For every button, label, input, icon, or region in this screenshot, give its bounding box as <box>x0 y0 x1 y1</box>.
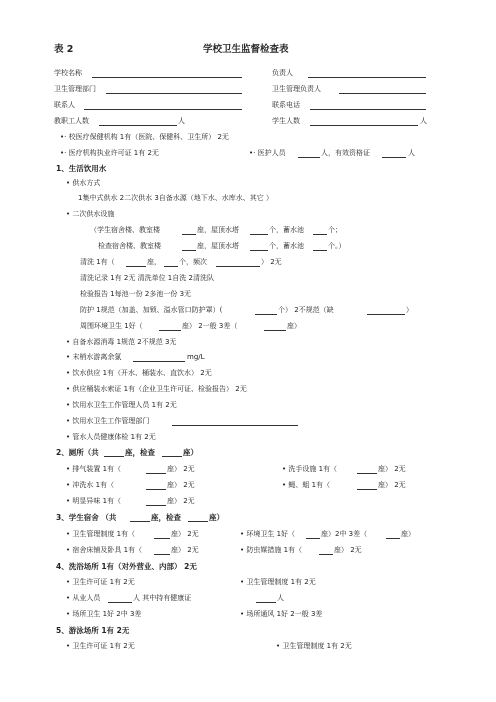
bath-license-row: • 卫生许可证 1有 2无 <box>66 578 135 587</box>
water-management-staff-row: • 饮用水卫生工作管理人员 1有 2无 <box>66 401 177 410</box>
table-number: 表 2 <box>54 44 74 55</box>
medical-staff-cert-label: 人，有效资格证 <box>321 149 370 157</box>
water-supply-options: 1集中式供水 2二次供水 3自备水源（地下水、水库水、其它 ） <box>78 194 274 202</box>
toilet-inspected-label: 座，检查 <box>125 448 155 457</box>
bath-health-cert-label: 人 其中持有健康证 <box>133 594 192 602</box>
water-disinfection-row: • 自备水源消毒 1规范 2不规范 3无 <box>66 338 176 347</box>
bottled-water-cert-row: • 供应桶装水索证 1有（企业卫生许可证、检验报告） 2无 <box>66 385 247 394</box>
secondary-supply-facility: • 二次供水设施 <box>66 210 114 219</box>
water-management-dept-field[interactable] <box>172 425 298 426</box>
dorm-pest-label: • 防虫媒措施 1有（ <box>240 546 302 555</box>
staff-count-unit: 人 <box>178 117 185 125</box>
inspected-tank-label: 座，屋顶水塔 <box>197 242 239 250</box>
cleaning-frequency-field[interactable] <box>216 266 260 267</box>
facility-pool-field[interactable] <box>313 234 327 235</box>
cleaning-units-field[interactable] <box>164 266 178 267</box>
facility-end: 个； <box>328 226 342 234</box>
residual-chlorine-field[interactable] <box>133 361 185 362</box>
environment-end: 座） <box>287 322 301 330</box>
cleaning-label: 清洗 1有（ <box>80 258 115 266</box>
protection-end: ） <box>406 306 413 314</box>
health-dept-head-field[interactable] <box>339 93 426 94</box>
health-dept-label: 卫生管理部门 <box>54 85 96 93</box>
handwash-field[interactable] <box>357 473 377 474</box>
pool-license-row: • 卫生许可证 1有 2无 <box>66 642 135 651</box>
medical-staff-label: •· 医护人员 <box>249 149 286 157</box>
dorm-rules-field[interactable] <box>154 538 170 539</box>
staff-count-field[interactable] <box>99 125 177 126</box>
residual-chlorine-unit: mg/L <box>187 353 205 361</box>
toilet-end: 座） <box>183 448 198 457</box>
protection-count-field[interactable] <box>255 314 277 315</box>
bath-ventilation-row: • 场所通风 1好 2一般 3差 <box>240 610 322 619</box>
principal-label: 负责人 <box>272 69 293 77</box>
bath-hygiene-row: • 场所卫生 1好 2中 3差 <box>66 610 141 619</box>
facility-tank-label: 座，屋顶水塔 <box>197 226 239 234</box>
dorm-env-mid: 座）2中 3差（ <box>321 530 368 538</box>
dorm-bedding-label: • 宿舍床铺及卧具 1有（ <box>66 546 142 555</box>
inspected-pool-field[interactable] <box>313 250 327 251</box>
facility-pool-label: 个，蓄水池 <box>269 226 304 234</box>
bath-health-cert-field[interactable] <box>256 602 276 603</box>
flush-water-label: • 冲洗水 1有（ <box>66 481 114 490</box>
water-management-dept-label: • 饮用水卫生工作管理部门 <box>66 417 149 426</box>
inspected-end: 个。） <box>328 242 346 250</box>
dorm-inspected-field[interactable] <box>188 521 208 522</box>
section-drinking-water: 1、生活饮用水 <box>56 164 107 173</box>
dorm-rules-label: • 卫生管理制度 1有（ <box>66 530 135 539</box>
residual-chlorine-label: • 末梢水游离余氯 <box>66 353 121 362</box>
water-supply-mode: • 供水方式 <box>66 179 100 188</box>
principal-field[interactable] <box>308 77 426 78</box>
inspected-building-field[interactable] <box>182 250 196 251</box>
dorm-env-poor-field[interactable] <box>386 538 400 539</box>
section-toilet-label: 2、厕所（共 <box>56 448 99 457</box>
environment-label: 周围环境卫生 1好（ <box>80 322 143 330</box>
contact-phone-field[interactable] <box>310 109 426 110</box>
toilet-inspected-field[interactable] <box>162 456 182 457</box>
dorm-env-label: • 环境卫生 1好（ <box>240 530 295 539</box>
dorm-total-field[interactable] <box>130 521 150 522</box>
student-count-unit: 人 <box>420 117 427 125</box>
dorm-env-end: 座） <box>401 530 415 538</box>
dorm-env-good-field[interactable] <box>306 538 320 539</box>
facility-count-label: （学生宿舍楼、教室楼 <box>90 226 160 234</box>
student-count-label: 学生人数 <box>272 117 300 125</box>
bath-staff-label: • 从业人员 <box>66 594 100 603</box>
protection-missing-field[interactable] <box>367 314 405 315</box>
dorm-end: 座） <box>209 513 224 522</box>
dorm-inspected-label: 座，检查 <box>151 513 181 522</box>
facility-tank-field[interactable] <box>250 234 268 235</box>
medical-license-row: •· 医疗机构执业许可证 1有 2无 <box>60 149 159 157</box>
dorm-bedding-field[interactable] <box>154 554 170 555</box>
exhaust-label: • 排气装置 1有（ <box>66 465 121 474</box>
odor-label: • 明显异味 1有（ <box>66 497 121 506</box>
medical-institution-row: •· 校医疗保健机构 1有（医院、保健科、卫生所） 2无 <box>60 133 229 141</box>
school-name-field[interactable] <box>92 77 242 78</box>
page-title: 学校卫生监督检查表 <box>203 44 289 55</box>
bath-staff-field[interactable] <box>108 602 132 603</box>
bath-rules-row: • 卫生管理制度 1有 2无 <box>240 578 316 587</box>
dorm-rules-end: 座） 2无 <box>171 530 199 538</box>
facility-building-field[interactable] <box>182 234 196 235</box>
exhaust-field[interactable] <box>146 473 166 474</box>
environment-poor-field[interactable] <box>264 330 286 331</box>
section-swimming: 5、游泳场所 1有 2无 <box>56 626 130 635</box>
handwash-label: • 洗手设施 1有（ <box>282 465 337 474</box>
contact-phone-label: 联系电话 <box>272 101 300 109</box>
flies-label: • 蝇、蛆 1有（ <box>282 481 330 490</box>
handwash-end: 座） 2无 <box>378 465 406 473</box>
contact-label: 联系人 <box>54 101 75 109</box>
inspection-report-row: 检验报告 1每池一份 2多池一份 3无 <box>80 290 192 298</box>
water-staff-health-row: • 管水人员健康体检 1有 2无 <box>66 433 156 442</box>
flush-water-field[interactable] <box>146 489 166 490</box>
school-name-label: 学校名称 <box>54 69 82 77</box>
dorm-pest-field[interactable] <box>319 554 333 555</box>
medical-staff-cert-unit: 人 <box>408 149 415 157</box>
odor-end: 座） 2无 <box>167 497 195 505</box>
cleaning-seats-field[interactable] <box>126 266 146 267</box>
protection-label: 防护 1规范（加盖、加锁、溢水管口防护罩）( <box>80 306 223 314</box>
inspected-tank-field[interactable] <box>250 250 268 251</box>
dorm-pest-end: 座） 2无 <box>334 546 362 554</box>
toilet-total-field[interactable] <box>104 456 124 457</box>
medical-staff-field[interactable] <box>298 157 320 158</box>
cleaning-record-row: 清洗记录 1有 2无 清洗单位 1自洗 2清洗队 <box>80 274 214 282</box>
pool-rules-row: • 卫生管理制度 1有 2无 <box>276 642 352 651</box>
protection-nonstandard-label: 个） 2不规范（缺 <box>278 306 334 314</box>
cleaning-options-end: ） 2无 <box>261 258 282 266</box>
flies-field[interactable] <box>357 489 377 490</box>
student-count-field[interactable] <box>310 125 418 126</box>
flush-water-end: 座） 2无 <box>167 481 195 489</box>
exhaust-end: 座） 2无 <box>167 465 195 473</box>
odor-field[interactable] <box>146 505 166 506</box>
medical-staff-cert-field[interactable] <box>382 157 406 158</box>
bath-health-cert-unit: 人 <box>277 594 284 602</box>
section-dormitory-label: 3、学生宿舍 （共 <box>56 513 117 522</box>
staff-count-label: 教职工人数 <box>54 117 89 125</box>
environment-good-field[interactable] <box>159 330 181 331</box>
cleaning-seat-unit: 座， <box>147 258 161 266</box>
health-dept-head-label: 卫生管理负责人 <box>272 85 321 93</box>
inspected-pool-label: 个，蓄水池 <box>269 242 304 250</box>
inspected-count-label: 检查宿舍楼、教室楼 <box>98 242 161 250</box>
cleaning-frequency-label: 个，频次 <box>179 258 207 266</box>
contact-field[interactable] <box>84 109 242 110</box>
health-dept-field[interactable] <box>106 93 242 94</box>
dorm-bedding-end: 座） 2无 <box>171 546 199 554</box>
drinking-water-supply-row: • 饮水供应 1有（开水、桶装水、直饮水） 2无 <box>66 369 212 378</box>
flies-end: 座） 2无 <box>378 481 406 489</box>
environment-mid-label: 座） 2一般 3差（ <box>182 322 238 330</box>
section-bathing: 4、洗浴场所 1有（对外营业、内部） 2无 <box>56 562 197 571</box>
